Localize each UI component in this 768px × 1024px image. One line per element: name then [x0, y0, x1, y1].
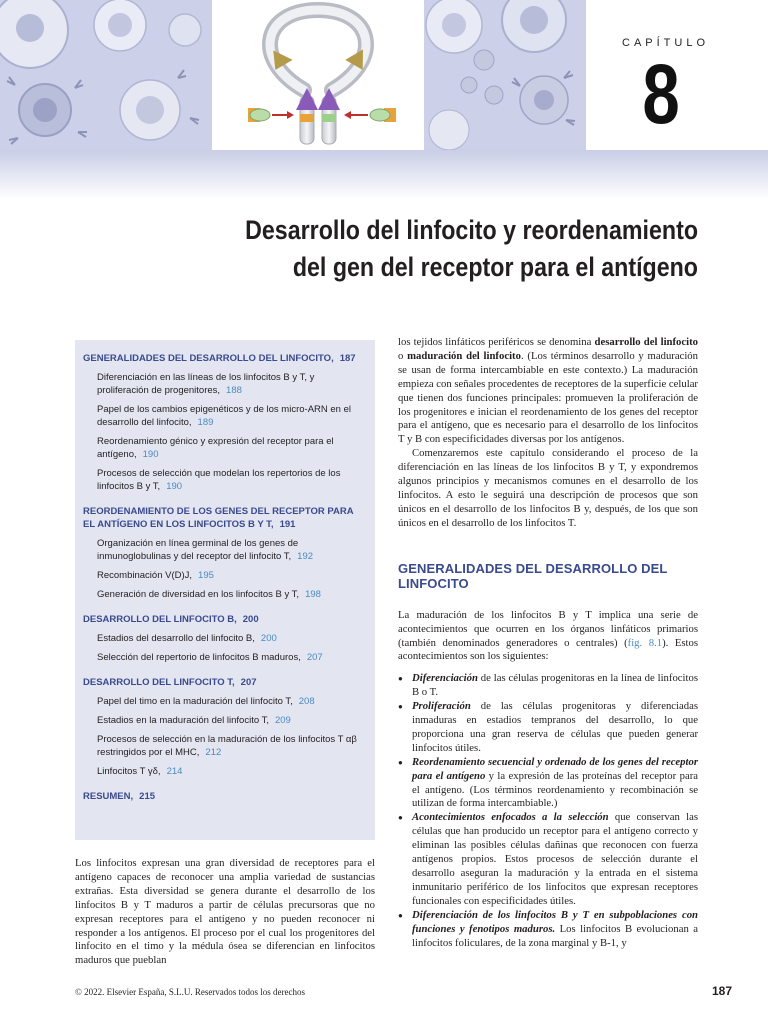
section-heading: GENERALIDADES DEL DESARROLLO DEL LINFOCITO: [398, 560, 668, 591]
toc-section-label: RESUMEN,: [83, 791, 134, 802]
chapter-banner: [0, 0, 768, 200]
toc-item-label: Procesos de selección en la maduración de los linfocitos T αβ restringidos por el MHC,: [97, 734, 357, 758]
toc-section[interactable]: [83, 352, 367, 365]
list-text: de las células progenitoras y diferenciadas inmaduras en estadios tempranos del desarrollo, lo que proporciona una gran reserva de células que pueden generar linfocitos útiles.: [412, 700, 698, 754]
toc-section[interactable]: [83, 613, 367, 626]
toc-item-label: Linfocitos T γδ,: [97, 766, 161, 777]
toc-item-label: Estadios del desarrollo del linfocito B,: [97, 633, 255, 644]
toc-section-label: DESARROLLO DEL LINFOCITO T,: [83, 677, 235, 688]
list-term: Acontecimientos enfocados a la selección: [412, 811, 609, 824]
toc-page-number: 189: [197, 417, 214, 428]
toc-page-number: 195: [198, 570, 214, 581]
toc-item[interactable]: [83, 588, 367, 601]
list-item: [398, 756, 698, 812]
toc-item-label: Reordenamiento génico y expresión del receptor para el antígeno,: [97, 436, 334, 460]
cells-illustration-right: [424, 0, 586, 150]
cells-illustration-left: [0, 0, 212, 150]
toc-item[interactable]: [83, 695, 367, 708]
chapter-number: 8: [642, 47, 680, 141]
chapter-title-line-2: del gen del receptor para el antígeno: [292, 252, 698, 282]
toc-item-label: Papel de los cambios epigenéticos y de los micro-ARN en el desarrollo del linfocito,: [97, 404, 351, 428]
toc-page-number: 190: [166, 481, 183, 492]
toc-item[interactable]: [83, 714, 367, 727]
toc-item[interactable]: [83, 403, 367, 429]
toc-page-number: 190: [142, 449, 159, 460]
toc-page-number: 200: [260, 633, 277, 644]
toc-page-number: 198: [305, 589, 321, 600]
paragraph: [398, 336, 698, 447]
toc-item[interactable]: [83, 537, 367, 563]
toc-section[interactable]: [83, 505, 367, 531]
toc-item[interactable]: [83, 632, 367, 645]
toc-page-number: 209: [274, 715, 291, 726]
banner-cells-right: [424, 0, 586, 150]
toc-item[interactable]: [83, 765, 367, 778]
banner-gradient: [0, 150, 768, 200]
toc-page-number: 191: [279, 519, 296, 530]
toc-item-label: Procesos de selección que modelan los repertorios de los linfocitos B y T,: [97, 468, 341, 492]
list-text: y la expresión de las proteínas del receptor para el antígeno. (Los términos reordenamiento y recombinación se utilizan de forma intercambiable.): [412, 769, 698, 810]
toc-item-label: Estadios en la maduración del linfocito T,: [97, 715, 269, 726]
toc-item[interactable]: [83, 467, 367, 493]
toc-page-number: 187: [339, 353, 356, 364]
toc-item-label: Diferenciación en las líneas de los linfocitos B y T, y proliferación de progenitores,: [97, 372, 315, 396]
toc-item-label: Organización en línea germinal de los genes de inmunoglobulinas y del receptor del linfocito T,: [97, 538, 299, 562]
list-term: Diferenciación de los linfocitos B y T en subpoblaciones con funciones y fenotipos maduros.: [412, 908, 698, 935]
dna-loop-icon: [212, 0, 424, 150]
toc-page-number: 208: [298, 696, 315, 707]
toc-section[interactable]: [83, 676, 367, 689]
event-list: [398, 672, 698, 950]
banner-cells-left: [0, 0, 212, 150]
toc-page-number: 192: [297, 551, 314, 562]
toc-item[interactable]: [83, 435, 367, 461]
paragraph: [398, 609, 698, 665]
toc-page-number: 215: [139, 791, 156, 802]
paragraph: Comenzaremos este capítulo considerando el proceso de la diferenciación en las líneas de los linfocitos B y T, y expondremos algunos principios y mecanismos comunes en el desarrollo de los linfocitos. A esto le seguirá una descripción de procesos que son únicos en el desarrollo de los linfocitos B y, después, de los que son únicos en el desarrollo de los linfocitos T.: [398, 447, 698, 529]
chapter-title: [78, 212, 698, 286]
toc-item-label: Recombinación V(D)J,: [97, 570, 193, 581]
list-term: Diferenciación: [412, 672, 478, 685]
list-text: Los linfocitos B evolucionan a linfocitos foliculares, de la zona marginal y B-1, y: [412, 922, 698, 949]
toc-section[interactable]: [83, 790, 367, 803]
toc-page-number: 214: [166, 766, 183, 777]
toc-item[interactable]: [83, 569, 367, 582]
toc-item-label: Generación de diversidad en los linfocitos B y T,: [97, 589, 300, 600]
text-run: . (Los términos desarrollo y maduración se usan de forma intercambiable en este contexto.) La maduración empieza con señales procedentes de receptores de la superficie celular que tienen dos funciones principales: promueven la proliferación de los progenitores e inician el reordenamiento de los genes del receptor para el antígeno, que es necesario para el desarrollo de los linfocitos T y B con especificidades diversas por los antígenos.: [398, 349, 698, 446]
page-number: 187: [711, 984, 732, 998]
list-item: [398, 909, 698, 951]
list-item: [398, 700, 698, 756]
toc-section-label: DESARROLLO DEL LINFOCITO B,: [83, 614, 237, 625]
list-item: [398, 811, 698, 908]
list-term: Proliferación: [412, 700, 471, 713]
chapter-title-line-1: Desarrollo del linfocito y reordenamiento: [245, 215, 698, 245]
banner-gene-diagram: [212, 0, 424, 150]
copyright-notice: © 2022. Elsevier España, S.L.U. Reservados todos los derechos: [75, 987, 306, 997]
chapter-label-panel: [586, 0, 768, 150]
toc-section-label: REORDENAMIENTO DE LOS GENES DEL RECEPTOR PARA EL ANTÍGENO EN LOS LINFOCITOS B Y T,: [83, 506, 354, 530]
text-run: La maduración de los linfocitos B y T implica una serie de acontecimientos que ocurren en los órganos linfáticos primarios (también denominados generadores o centrales) (: [398, 608, 698, 649]
figure-link[interactable]: fig. 8.1: [627, 636, 663, 649]
text-run: ). Estos acontecimientos son los siguientes:: [398, 636, 699, 663]
chapter-contents: [75, 340, 375, 840]
list-text: que conservan las células que han producido un receptor para el antígeno correcto y eliminan las posibles células dañinas que reconocen con fuerza antígenos propios. Estos procesos de selección durante el desarrollo aseguran la maduración y la entrada en el sistema inmunitario periférico de los linfocitos que expresan receptores funcionales con especificidades útiles.: [412, 811, 698, 907]
text-run: o: [398, 349, 408, 362]
toc-page-number: 212: [205, 747, 222, 758]
intro-paragraph: Los linfocitos expresan una gran diversidad de receptores para el antígeno capaces de reconocer una amplia variedad de sustancias extrañas. Esta diversidad se genera durante el desarrollo de los linfocitos B y T maduros a partir de células precursoras que no expresan receptores para el antígeno y no pueden reconocer ni responder a los antígenos. El proceso por el cual los progenitores del linfocito en el timo y la médula ósea se diferencian en linfocitos maduros que pueblan: [75, 857, 375, 967]
key-term: maduración del linfocito: [407, 349, 521, 362]
chapter-label: CAPÍTULO: [622, 37, 710, 49]
list-term: Reordenamiento secuencial y ordenado de los genes del receptor para el antígeno: [412, 755, 698, 782]
toc-item[interactable]: [83, 733, 367, 759]
right-column: [398, 336, 698, 950]
toc-item-label: Selección del repertorio de linfocitos B maduros,: [97, 652, 301, 663]
toc-item[interactable]: [83, 371, 367, 397]
toc-item-label: Papel del timo en la maduración del linfocito T,: [97, 696, 293, 707]
toc-page-number: 207: [306, 652, 323, 663]
toc-item[interactable]: [83, 651, 367, 664]
text-run: los tejidos linfáticos periféricos se denomina: [398, 336, 595, 348]
key-term: desarrollo del linfocito: [594, 336, 699, 348]
toc-page-number: 188: [226, 385, 242, 396]
toc-page-number: 207: [240, 677, 257, 688]
list-item: [398, 672, 698, 700]
list-text: de las células progenitoras en la línea de linfocitos B o T.: [412, 672, 698, 699]
toc-page-number: 200: [242, 614, 259, 625]
toc-section-label: GENERALIDADES DEL DESARROLLO DEL LINFOCITO,: [83, 353, 334, 364]
